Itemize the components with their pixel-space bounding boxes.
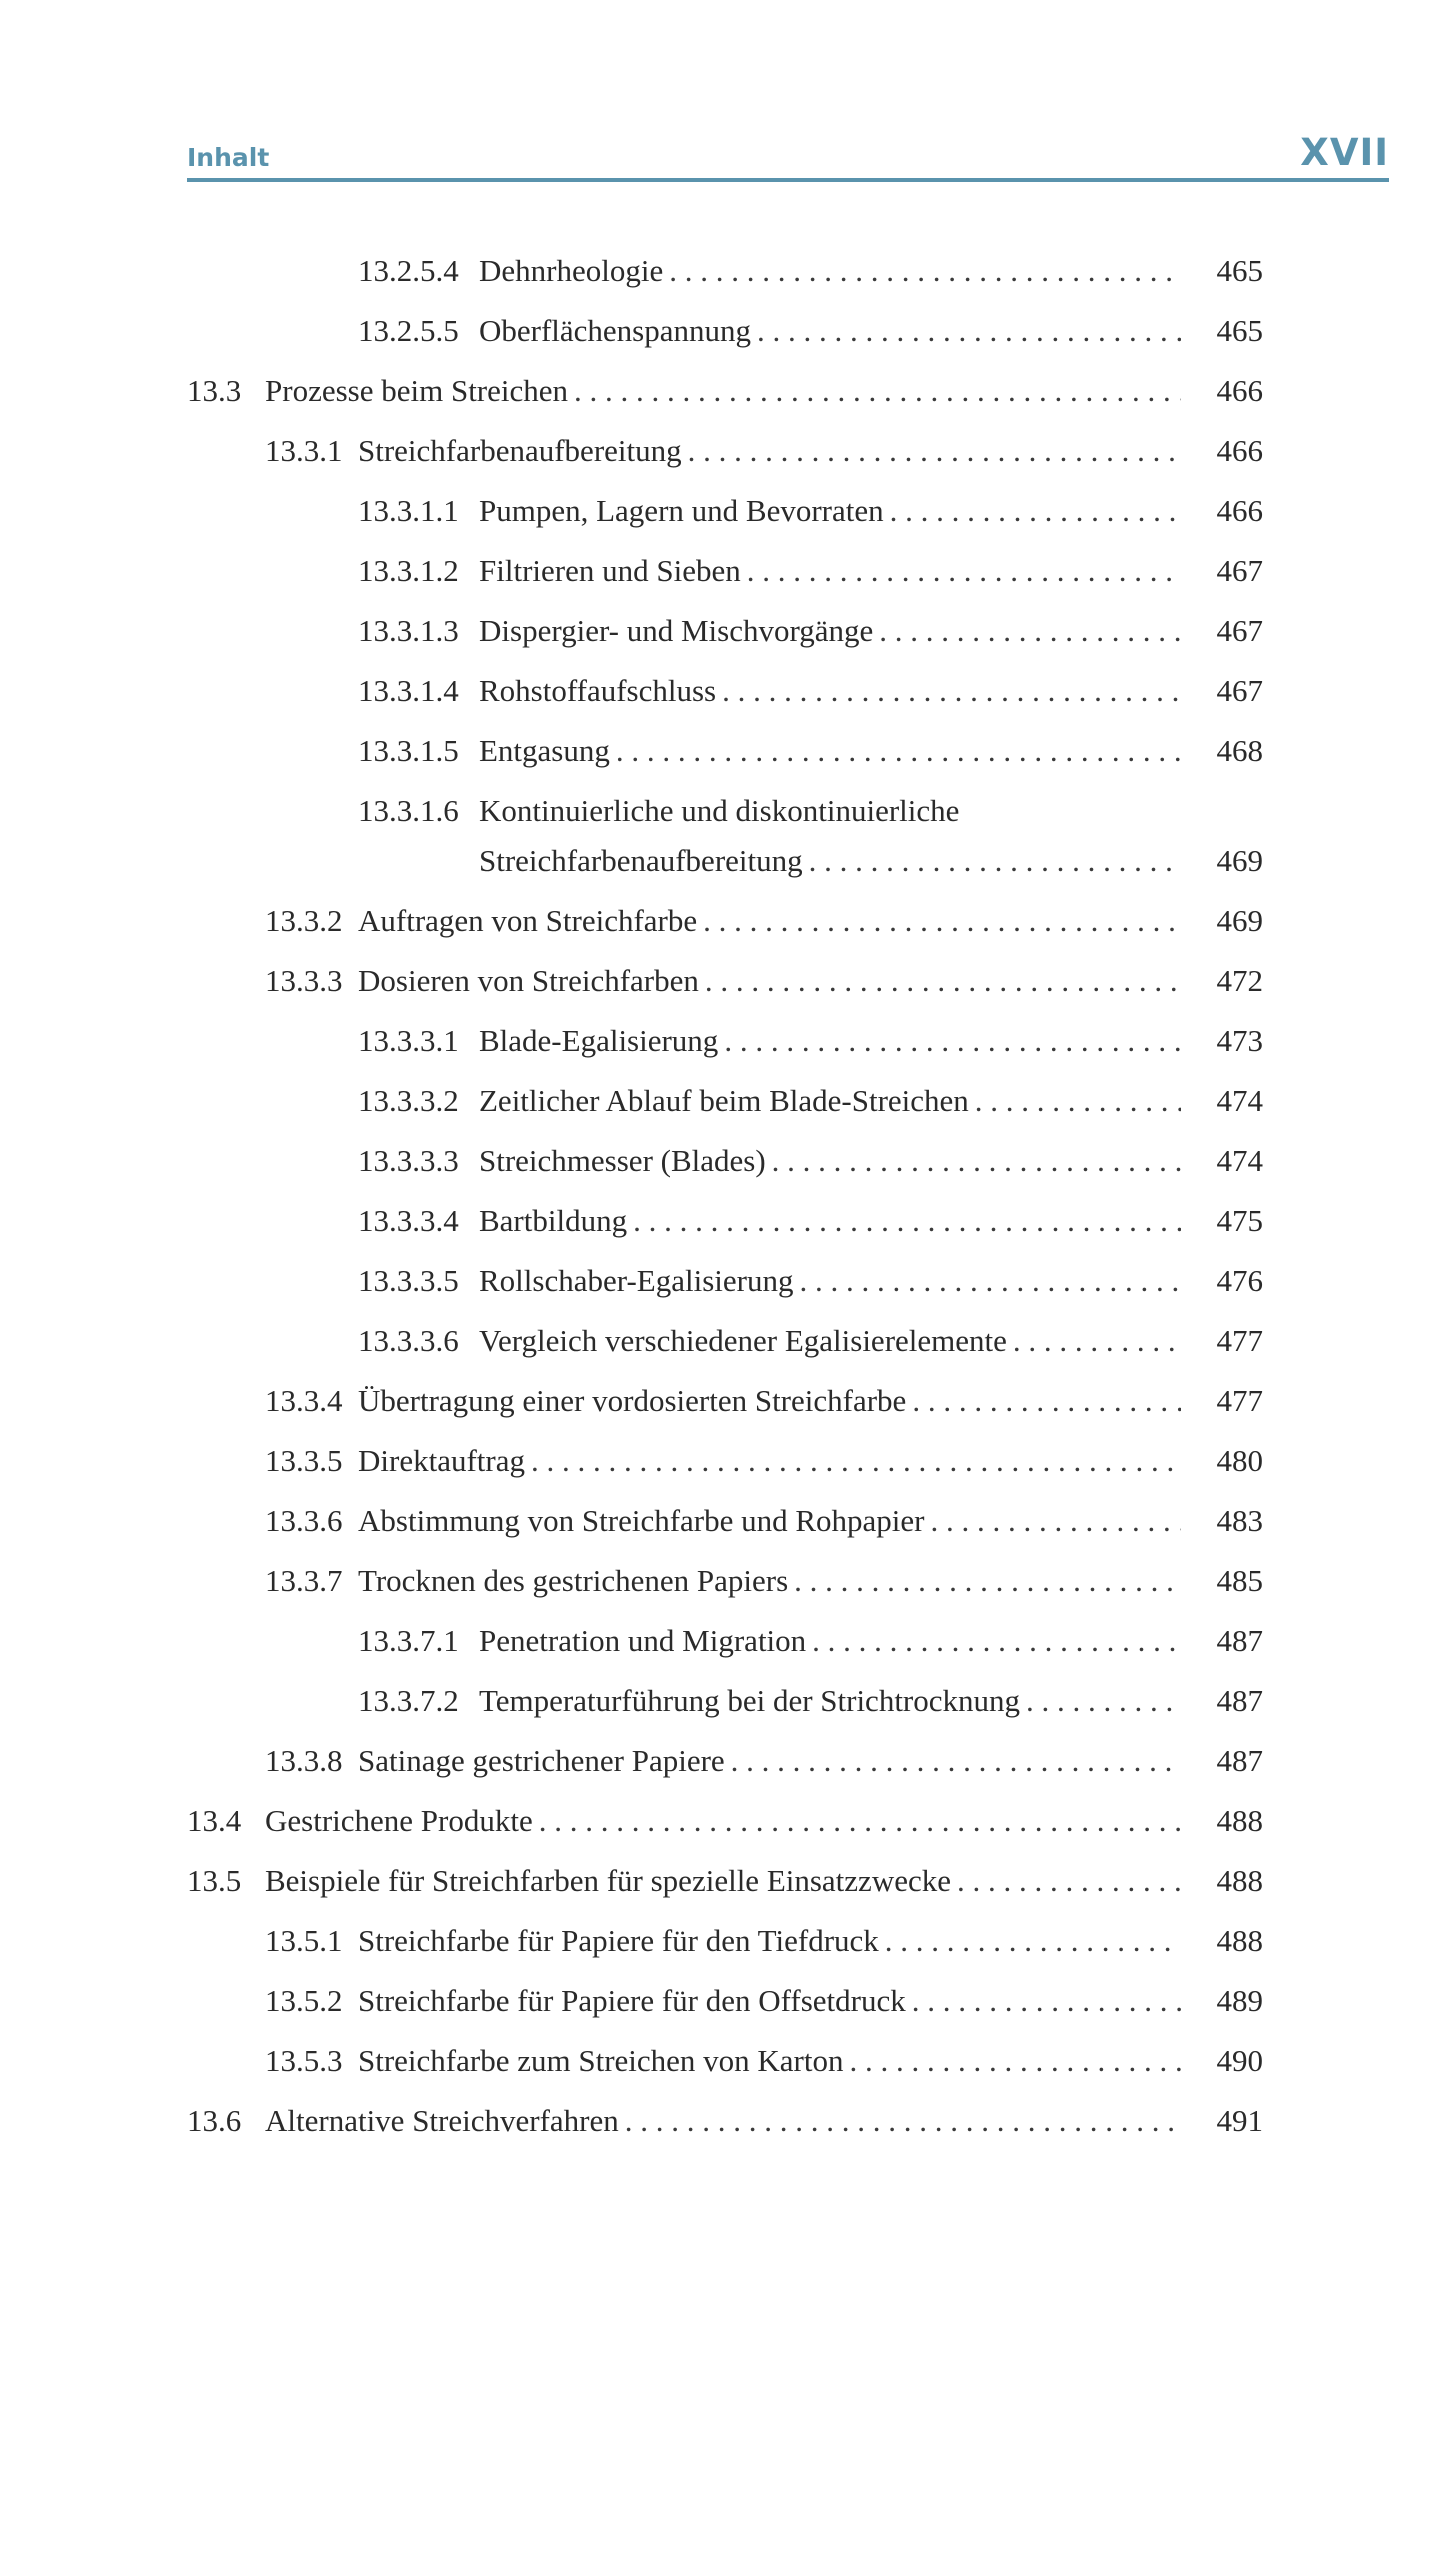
toc-entry-title: Abstimmung von Streichfarbe und Rohpapier: [358, 1503, 925, 1538]
toc-entry-page: 488: [1216, 1803, 1263, 1838]
toc-entry-page: 469: [1216, 903, 1263, 938]
dot-leader: [794, 1556, 1181, 1606]
toc-entry-title: Dosieren von Streichfarben: [358, 963, 699, 998]
toc-entry-title: Übertragung einer vordosierten Streichfarbe: [358, 1383, 907, 1418]
toc-entry-number: 13.4: [187, 1803, 242, 1838]
toc-entry[interactable]: [0, 786, 1445, 886]
toc-entry-number: 13.3.3.3: [358, 1143, 459, 1178]
toc-entry-title: Pumpen, Lagern und Bevorraten: [479, 493, 884, 528]
toc-entry-number: 13.3.3: [265, 963, 343, 998]
toc-entry-title-line1: Kontinuierliche und diskontinuierliche: [479, 793, 960, 828]
dot-leader: [912, 1376, 1181, 1426]
running-head-section: Inhalt: [187, 143, 270, 172]
toc-entry-title: Trocknen des gestrichenen Papiers: [358, 1563, 789, 1598]
toc-entry-number: 13.3.2: [265, 903, 343, 938]
toc-entry-title: Blade-Egalisierung: [479, 1023, 719, 1058]
toc-entry-number: 13.3.1: [265, 433, 343, 468]
toc-entry-page: 467: [1216, 613, 1263, 648]
toc-entry-page: 483: [1216, 1503, 1263, 1538]
toc-entry-page: 487: [1216, 1743, 1263, 1778]
toc-entry-number: 13.3.1.5: [358, 733, 459, 768]
toc-entry-page: 491: [1216, 2103, 1263, 2138]
dot-leader: [975, 1076, 1181, 1126]
toc-entry-title: Streichfarbenaufbereitung: [479, 843, 803, 878]
toc-entry-number: 13.5.3: [265, 2043, 343, 2078]
dot-leader: [731, 1736, 1181, 1786]
dot-leader: [705, 956, 1181, 1006]
toc-entry-page: 465: [1216, 313, 1263, 348]
toc-entry-page: 467: [1216, 553, 1263, 588]
toc-entry-title: Prozesse beim Streichen: [265, 373, 569, 408]
dot-leader: [574, 366, 1181, 416]
toc-entry-page: 488: [1216, 1863, 1263, 1898]
toc-entry-page: 477: [1216, 1383, 1263, 1418]
toc-entry-title: Bartbildung: [479, 1203, 628, 1238]
toc-entry-number: 13.6: [187, 2103, 242, 2138]
dot-leader: [539, 1796, 1181, 1846]
dot-leader: [747, 546, 1181, 596]
toc-entry-number: 13.2.5.5: [358, 313, 459, 348]
dot-leader: [616, 726, 1181, 776]
toc-entry-title: Dehnrheologie: [479, 253, 664, 288]
toc-entry-number: 13.3.6: [265, 1503, 343, 1538]
dot-leader: [812, 1616, 1181, 1666]
toc-entry-title: Rohstoffaufschluss: [479, 673, 717, 708]
toc-entry-number: 13.3.3.6: [358, 1323, 459, 1358]
dot-leader: [757, 306, 1181, 356]
toc-entry-number: 13.3.1.1: [358, 493, 459, 528]
toc-entry-title: Dispergier- und Mischvorgänge: [479, 613, 874, 648]
toc-entry-number: 13.3.3.2: [358, 1083, 459, 1118]
toc-entry-page: 490: [1216, 2043, 1263, 2078]
toc-entry-page: 474: [1216, 1083, 1263, 1118]
toc-entry-title: Streichfarbe für Papiere für den Offsetdruck: [358, 1983, 906, 2018]
toc-entry-title: Streichmesser (Blades): [479, 1143, 766, 1178]
toc-entry-number: 13.3.1.6: [358, 793, 459, 828]
toc-entry-number: 13.3.7.2: [358, 1683, 459, 1718]
dot-leader: [1013, 1316, 1181, 1366]
toc-entry-title: Satinage gestrichener Papiere: [358, 1743, 725, 1778]
toc-entry-page: 475: [1216, 1203, 1263, 1238]
dot-leader: [885, 1916, 1181, 1966]
toc-entry-page: 487: [1216, 1623, 1263, 1658]
dot-leader: [931, 1496, 1181, 1546]
toc-entry-title: Vergleich verschiedener Egalisierelemente: [479, 1323, 1007, 1358]
dot-leader: [633, 1196, 1181, 1246]
toc-entry-page: 476: [1216, 1263, 1263, 1298]
toc-entry-page: 468: [1216, 733, 1263, 768]
toc-entry-page: 466: [1216, 373, 1263, 408]
dot-leader: [688, 426, 1181, 476]
dot-leader: [722, 666, 1181, 716]
toc-entry-number: 13.3.7: [265, 1563, 343, 1598]
toc-entry-page: 480: [1216, 1443, 1263, 1478]
toc-entry-title: Oberflächenspannung: [479, 313, 752, 348]
toc-entry-page: 469: [1216, 843, 1263, 878]
toc-entry-number: 13.5: [187, 1863, 242, 1898]
toc-entry-title: Temperaturführung bei der Strichtrocknung: [479, 1683, 1021, 1718]
dot-leader: [703, 896, 1181, 946]
toc-entry-number: 13.5.1: [265, 1923, 343, 1958]
toc-entry-page: 477: [1216, 1323, 1263, 1358]
toc-entry-number: 13.3.1.2: [358, 553, 459, 588]
toc-entry-number: 13.3.1.3: [358, 613, 459, 648]
toc-entry-number: 13.3: [187, 373, 242, 408]
toc-entry-number: 13.3.3.4: [358, 1203, 459, 1238]
dot-leader: [912, 1976, 1181, 2026]
toc-entry-page: 474: [1216, 1143, 1263, 1178]
toc-entry-title: Filtrieren und Sieben: [479, 553, 741, 588]
toc-entry-title: Rollschaber-Egalisierung: [479, 1263, 794, 1298]
toc-entry-number: 13.3.1.4: [358, 673, 459, 708]
toc-entry-page: 489: [1216, 1983, 1263, 2018]
dot-leader: [809, 836, 1181, 886]
toc-entry-number: 13.2.5.4: [358, 253, 459, 288]
dot-leader: [957, 1856, 1181, 1906]
toc-entry-page: 485: [1216, 1563, 1263, 1598]
toc-entry-page: 466: [1216, 493, 1263, 528]
toc-entry-page: 487: [1216, 1683, 1263, 1718]
dot-leader: [850, 2036, 1182, 2086]
toc-entry-number: 13.3.3.1: [358, 1023, 459, 1058]
toc-entry-title: Direktauftrag: [358, 1443, 525, 1478]
toc-entry-title: Auftragen von Streichfarbe: [358, 903, 698, 938]
toc-entry-page: 466: [1216, 433, 1263, 468]
toc-entry-title: Zeitlicher Ablauf beim Blade-Streichen: [479, 1083, 969, 1118]
dot-leader: [890, 486, 1181, 536]
toc-entry-number: 13.5.2: [265, 1983, 343, 2018]
toc-entry-number: 13.3.8: [265, 1743, 343, 1778]
toc-entry-page: 473: [1216, 1023, 1263, 1058]
toc-entry-title: Streichfarbe zum Streichen von Karton: [358, 2043, 844, 2078]
toc-entry-number: 13.3.4: [265, 1383, 343, 1418]
toc-entry-title: Entgasung: [479, 733, 610, 768]
toc-entry-page: 467: [1216, 673, 1263, 708]
toc-entry-page: 488: [1216, 1923, 1263, 1958]
dot-leader: [772, 1136, 1181, 1186]
toc-entry-title: Penetration und Migration: [479, 1623, 807, 1658]
page-number-roman: XVII: [1300, 131, 1389, 174]
toc-entry-title: Beispiele für Streichfarben für spezielle Einsatzzwecke: [265, 1863, 951, 1898]
page-header: [187, 126, 1389, 182]
dot-leader: [879, 606, 1181, 656]
toc-entry-number: 13.3.7.1: [358, 1623, 459, 1658]
toc-entry-page: 465: [1216, 253, 1263, 288]
toc-entry-number: 13.3.5: [265, 1443, 343, 1478]
toc-entry-page: 472: [1216, 963, 1263, 998]
toc-entry-title: Gestrichene Produkte: [265, 1803, 533, 1838]
toc-entry-number: 13.3.3.5: [358, 1263, 459, 1298]
toc-entry-title: Alternative Streichverfahren: [265, 2103, 619, 2138]
toc-entry-title: Streichfarbe für Papiere für den Tiefdruck: [358, 1923, 879, 1958]
dot-leader: [724, 1016, 1181, 1066]
toc-entry-title: Streichfarbenaufbereitung: [358, 433, 682, 468]
dot-leader: [625, 2096, 1181, 2146]
dot-leader: [1026, 1676, 1181, 1726]
dot-leader: [531, 1436, 1181, 1486]
dot-leader: [799, 1256, 1181, 1306]
dot-leader: [669, 246, 1181, 296]
